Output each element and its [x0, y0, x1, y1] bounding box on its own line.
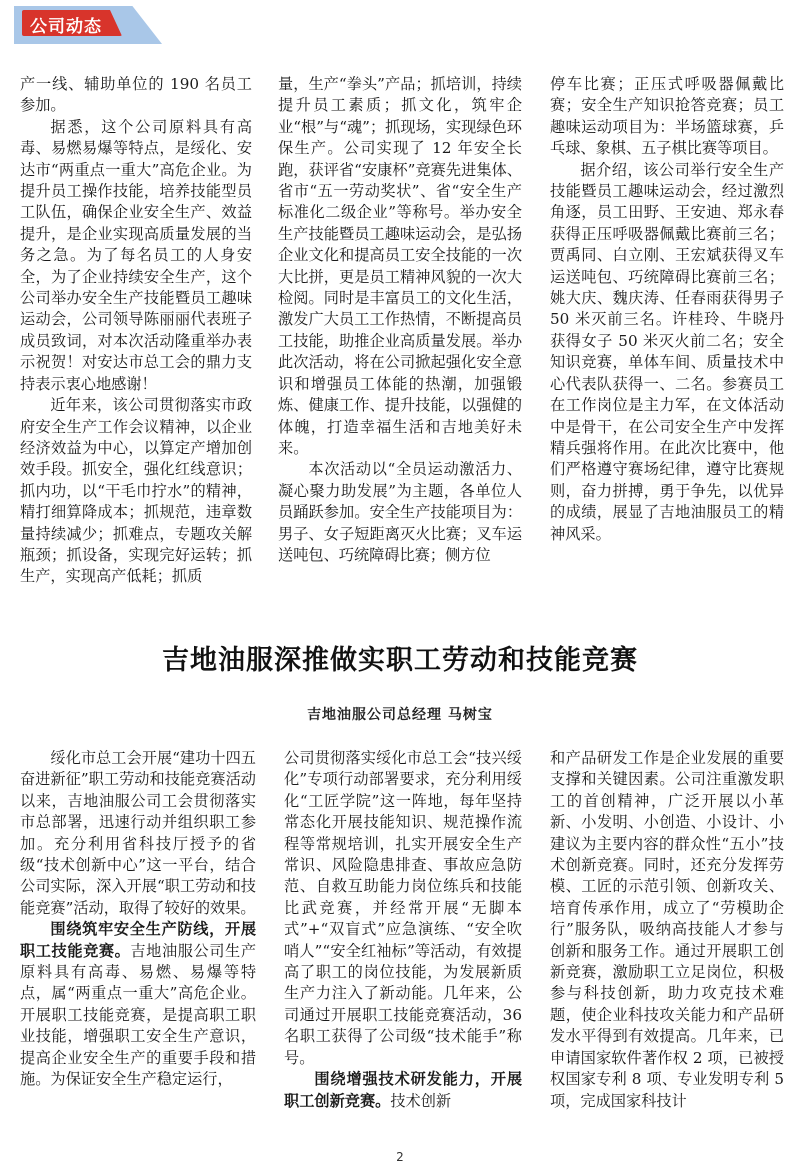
- paragraph-body: 公司贯彻落实绥化市总工会“技兴绥化”专项行动部署要求，充分利用绥化“工匠学院”这一阵地，每年坚持常态化开展技能知识、规范操作流程等常规培训，扎实开展安全生产常识、风险隐患排查、事故应急防范、自救互助能力岗位练兵和技能比武竞赛，并经常开展“无脚本式”+“双盲式”应急演练、“安全吹哨人”“安全红袖标”等活动，有效提高了职工的岗位技能，为发展新质生产力注入了新动能。几年来，公司通过开展职工技能竞赛活动，36 名职工获得了公司级“技术能手”称号。: [284, 749, 522, 1067]
- page-number: 2: [396, 1150, 404, 1164]
- paragraph: 停车比赛；正压式呼吸器佩戴比赛；安全生产知识抢答竞赛；员工趣味运动项目为：半场篮球赛，乒乓球、象棋、五子棋比赛等项目。: [550, 75, 784, 158]
- paragraph: 据介绍，该公司举行安全生产技能暨员工趣味运动会，经过激烈角逐，员工田野、王安迪、郑永春获得正压呼吸器佩戴比赛前三名；贾禹同、白立刚、王宏斌获得叉车运送吨包、巧统障碍比赛前三名；姚大庆、魏庆涛、任春雨获得男子 50 米灭前三名。许桂玲、牛晓丹获得女子 50 米灭火前二名；安全知识竞赛，单体车间、质量技术中心代表队获得一、二名。参赛员工在工作岗位是主力军，在文体活动中是骨干，在公司安全生产中发挥精兵强将作用。在此次比赛中，他们严格遵守赛场纪律，遵守比赛规则，奋力拼搏，勇于争先，以优异的成绩，展显了吉地油服员工的精神风采。: [550, 160, 784, 543]
- paragraph: 量，生产“拳头”产品；抓培训，持续提升员工素质；抓文化，筑牢企业“根”与“魂”；抓现场，实现绿色环保生产。公司实现了 12 年安全长跑，获评省“安康杯”竞赛先进集体、省市“五一劳动奖状”、省“安全生产标准化二级企业”等称号。举办安全生产技能暨员工趣味运动会，是弘扬企业文化和提高员工安全技能的一次大比拼，更是员工精神风貌的一次大检阅。同时是丰富员工的文化生活，激发广大员工工作热情，不断提高员工技能，助推企业高质量发展。举办此次活动，将在公司掀起强化安全意识和增强员工体能的热潮，加强锻炼、健康工作、提升技能，以强健的体魄，打造幸福生活和吉地美好未来。: [278, 75, 522, 457]
- paragraph: 产一线、辅助单位的 190 名员工参加。: [20, 75, 252, 115]
- article-column-2: [284, 748, 522, 1138]
- paragraph: 本次活动以“全员运动激活力、凝心聚力助发展”为主题，各单位人员踊跃参加。安全生产技能项目为：男子、女子短距离灭火比赛；叉车运送吨包、巧统障碍比赛；侧方位: [278, 460, 522, 564]
- top-column-3: [550, 74, 784, 602]
- paragraph: 据悉，这个公司原料具有高毒、易燃易爆等特点，是绥化、安达市“两重点一重大”高危企业。为提升员工操作技能，培养技能型员工队伍，确保企业安全生产、效益提升，是企业实现高质量发展的当务之急。为了每名员工的人身安全，为了企业持续安全生产，这个公司举办安全生产技能暨员工趣味运动会，公司领导陈丽丽代表班子成员致词，对本次活动隆重举办表示祝贺！对安达市总工会的鼎力支持表示衷心地感谢！: [20, 117, 252, 393]
- paragraph-lead: 围绕筑牢安全生产防线，开展职工技能竞赛。: [20, 920, 256, 960]
- article-byline: 吉地油服公司总经理 马树宝: [307, 707, 493, 723]
- top-column-1: [20, 74, 252, 602]
- paragraph: 近年来，该公司贯彻落实市政府安全生产工作会议精神，以企业经济效益为中心，以算定产增加创效手段。抓安全，强化红线意识；抓内功，以“干毛巾拧水”的精神，精打细算降成本；抓规范，违章数量持续减少；抓难点，专题攻关解瓶颈；抓设备，实现完好运转；抓生产，实现高产低耗；抓质: [20, 396, 252, 586]
- paragraph: [20, 748, 256, 919]
- section-label: 公司动态: [30, 17, 102, 37]
- paragraph-lead: 围绕增强技术研发能力，开展职工创新竞赛。: [284, 1070, 522, 1110]
- paragraph: [20, 919, 256, 1090]
- paragraph-body: 和产品研发工作是企业发展的重要支撑和关键因素。公司注重激发职工的首创精神，广泛开展以小革新、小发明、小创造、小设计、小建议为主要内容的群众性“五小”技术创新竞赛。同时，还充分发挥劳模、工匠的示范引领、创新攻关、培育传承作用，成立了“劳模助企行”服务队，吸纳高技能人才参与创新和服务工作。通过开展职工创新竞赛，激励职工立足岗位，积极参与科技创新，助力攻克技术难题，使企业科技攻关能力和产品研发水平得到有效提高。几年来，已申请国家软件著作权 2 项，已被授权国家专利 8 项、专业发明专利 5 项，完成国家科技计: [550, 749, 784, 1110]
- paragraph: [284, 748, 522, 1069]
- paragraph-body: 绥化市总工会开展“建功十四五 奋进新征”职工劳动和技能竞赛活动以来，吉地油服公司工会贯彻落实市总部署，迅速行动并组织职工参加。充分利用省科技厅授予的省级“技术创新中心”这一平台，结合公司实际，深入开展“职工劳动和技能竞赛”活动，取得了较好的效果。: [20, 749, 256, 917]
- paragraph: [550, 748, 784, 1112]
- paragraph: [284, 1069, 522, 1112]
- top-column-2: [278, 74, 522, 614]
- article-headline: 吉地油服深推做实职工劳动和技能竞赛: [162, 645, 638, 676]
- article-column-1: [20, 748, 256, 1138]
- paragraph-body: 技术创新: [390, 1091, 452, 1110]
- paragraph-body: 吉地油服公司生产原料具有高毒、易燃、易爆等特点，属“两重点一重大”高危企业。开展职工技能竞赛，是提高职工职业技能，增强职工安全生产意识，提高企业安全生产的重要手段和措施。为保证安全生产稳定运行，: [20, 941, 256, 1089]
- article-column-3: [550, 748, 784, 1138]
